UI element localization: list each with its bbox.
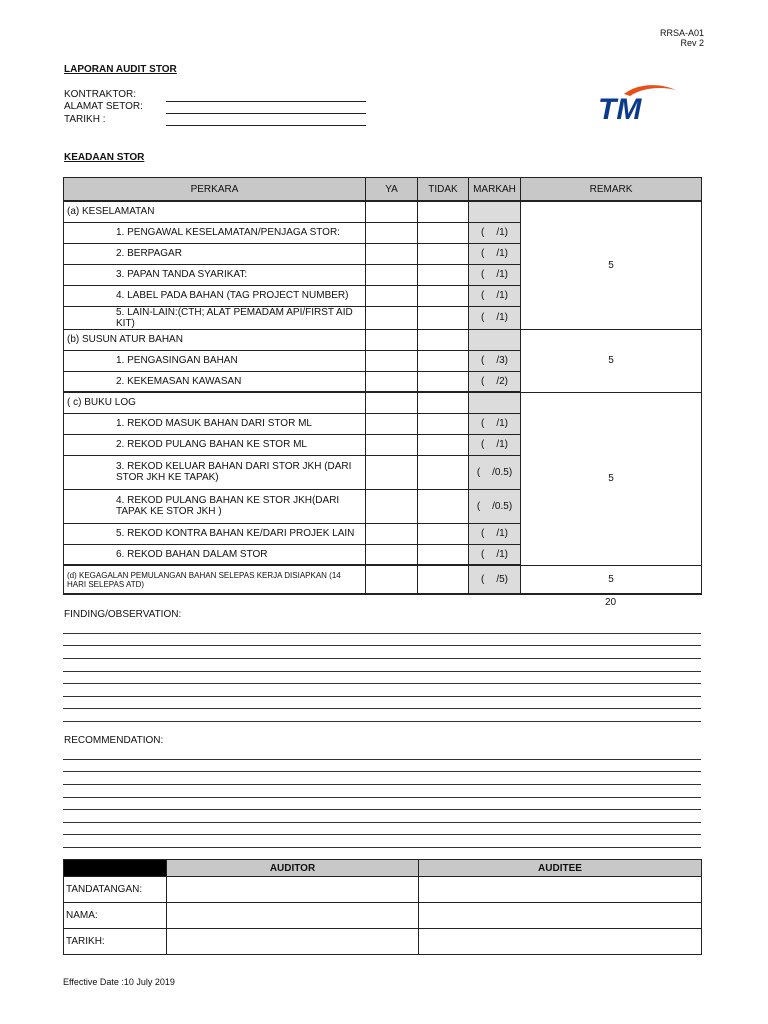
ya-cell[interactable] [366,306,418,329]
ya-cell[interactable] [366,243,418,264]
tidak-cell[interactable] [418,455,469,489]
recommendation-label: RECOMMENDATION: [64,735,164,746]
tm-logo [596,82,680,124]
tidak-cell[interactable] [418,329,469,350]
tidak-cell[interactable] [418,243,469,264]
tarikh-field-line[interactable] [166,125,366,126]
sign-row-label: NAMA: [64,903,167,929]
ya-cell[interactable] [366,371,418,392]
header-auditor: AUDITOR [167,860,419,877]
markah-cell: ( /1) [469,222,521,243]
tidak-cell[interactable] [418,201,469,222]
item-label: 5. LAIN-LAIN:(CTH; ALAT PEMADAM API/FIRST AID KIT) [64,306,366,329]
markah-cell: ( /1) [469,413,521,434]
tidak-cell[interactable] [418,434,469,455]
header-remark: REMARK [521,178,702,202]
finding-label: FINDING/OBSERVATION: [64,609,182,620]
field-label-tarikh: TARIKH : [64,114,106,125]
ya-cell[interactable] [366,565,418,594]
field-label-kontraktor: KONTRAKTOR: [64,89,137,100]
page-title: LAPORAN AUDIT STOR [64,64,177,75]
revision: Rev 2 [680,38,704,48]
ya-cell[interactable] [366,392,418,413]
markah-cell: ( /0.5) [469,455,521,489]
doc-code: RRSA-A01 [659,28,704,38]
audit-table [63,177,702,595]
header-auditee: AUDITEE [419,860,702,877]
auditor-signature-field[interactable] [167,877,419,903]
auditor-name-field[interactable] [167,903,419,929]
tidak-cell[interactable] [418,285,469,306]
markah-cell: ( /1) [469,544,521,565]
item-label: 6. REKOD BAHAN DALAM STOR [64,544,366,565]
field-label-alamat: ALAMAT SETOR: [64,101,143,112]
header-markah: MARKAH [469,178,521,202]
remark-cell: 5 [521,565,702,594]
tidak-cell[interactable] [418,413,469,434]
ya-cell[interactable] [366,523,418,544]
sign-row-label: TANDATANGAN: [64,877,167,903]
tidak-cell[interactable] [418,392,469,413]
signature-table [63,859,702,955]
item-label: 2. KEKEMASAN KAWASAN [64,371,366,392]
tidak-cell[interactable] [418,222,469,243]
section-title: KEADAAN STOR [64,152,145,163]
tidak-cell[interactable] [418,350,469,371]
markah-cell: ( /1) [469,434,521,455]
ya-cell[interactable] [366,434,418,455]
tidak-cell[interactable] [418,489,469,523]
ya-cell[interactable] [366,455,418,489]
markah-cell: ( /1) [469,285,521,306]
auditor-date-field[interactable] [167,929,419,955]
remark-cell: 5 [521,201,702,329]
ya-cell[interactable] [366,489,418,523]
ya-cell[interactable] [366,544,418,565]
remark-cell: 5 [521,329,702,392]
item-label: 3. PAPAN TANDA SYARIKAT: [64,264,366,285]
markah-cell: ( /1) [469,523,521,544]
effective-date: Effective Date :10 July 2019 [63,977,175,987]
ya-cell[interactable] [366,222,418,243]
header-ya: YA [366,178,418,202]
markah-cell: ( /2) [469,371,521,392]
ya-cell[interactable] [366,350,418,371]
markah-cell: ( /3) [469,350,521,371]
sign-row-label: TARIKH: [64,929,167,955]
item-label: 4. LABEL PADA BAHAN (TAG PROJECT NUMBER) [64,285,366,306]
remark-cell: 5 [521,392,702,565]
tidak-cell[interactable] [418,544,469,565]
item-label: 1. PENGAWAL KESELAMATAN/PENJAGA STOR: [64,222,366,243]
item-label: 4. REKOD PULANG BAHAN KE STOR JKH(DARI TAPAK KE STOR JKH ) [64,489,366,523]
ya-cell[interactable] [366,413,418,434]
section-title-d: (d) KEGAGALAN PEMULANGAN BAHAN SELEPAS KERJA DISIAPKAN (14 HARI SELEPAS ATD) [64,565,366,594]
item-label: 2. BERPAGAR [64,243,366,264]
section-title-b: (b) SUSUN ATUR BAHAN [64,329,366,350]
ya-cell[interactable] [366,329,418,350]
header-perkara: PERKARA [64,178,366,202]
header-tidak: TIDAK [418,178,469,202]
tidak-cell[interactable] [418,306,469,329]
markah-cell: ( /1) [469,264,521,285]
item-label: 3. REKOD KELUAR BAHAN DARI STOR JKH (DARI STOR JKH KE TAPAK) [64,455,366,489]
markah-cell: ( /1) [469,243,521,264]
alamat-field-line[interactable] [166,113,366,114]
ya-cell[interactable] [366,201,418,222]
auditee-name-field[interactable] [419,903,702,929]
tidak-cell[interactable] [418,264,469,285]
markah-cell: ( /0.5) [469,489,521,523]
total-score: 20 [605,597,617,608]
item-label: 2. REKOD PULANG BAHAN KE STOR ML [64,434,366,455]
item-label: 5. REKOD KONTRA BAHAN KE/DARI PROJEK LAIN [64,523,366,544]
markah-cell: ( /5) [469,565,521,594]
ya-cell[interactable] [366,264,418,285]
item-label: 1. PENGASINGAN BAHAN [64,350,366,371]
tidak-cell[interactable] [418,565,469,594]
svg-text:TM: TM [598,93,642,124]
item-label: 1. REKOD MASUK BAHAN DARI STOR ML [64,413,366,434]
tidak-cell[interactable] [418,371,469,392]
auditee-date-field[interactable] [419,929,702,955]
tidak-cell[interactable] [418,523,469,544]
kontraktor-field-line[interactable] [166,101,366,102]
ya-cell[interactable] [366,285,418,306]
auditee-signature-field[interactable] [419,877,702,903]
section-title-a: (a) KESELAMATAN [64,201,366,222]
markah-cell: ( /1) [469,306,521,329]
section-title-c: ( c) BUKU LOG [64,392,366,413]
